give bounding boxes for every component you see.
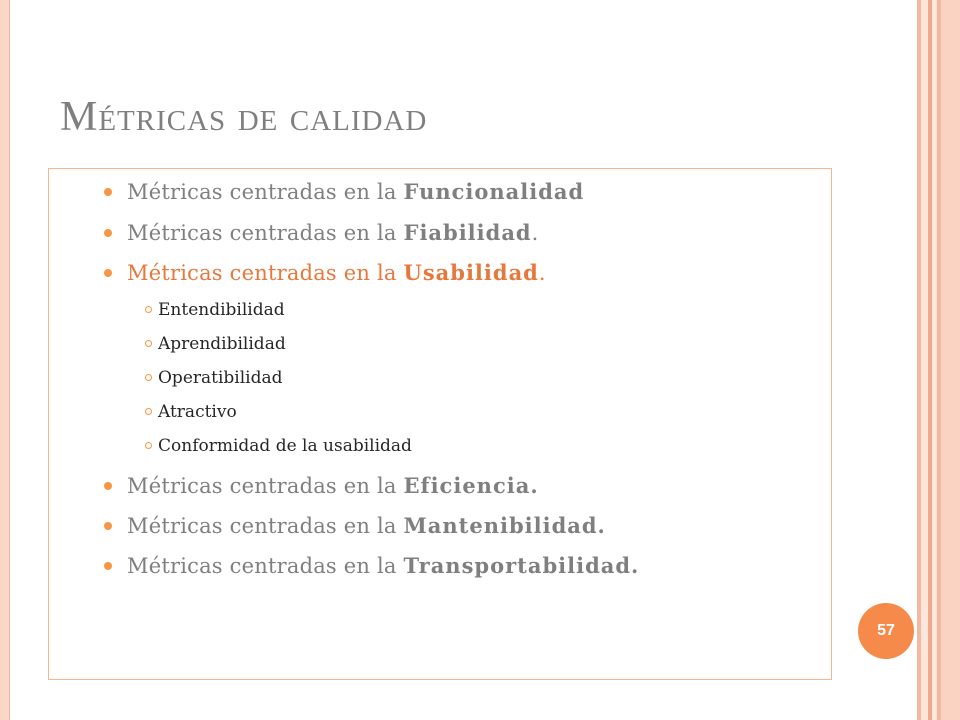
sub-item-label: Aprendibilidad	[158, 334, 286, 354]
bullet-prefix: Métricas centradas en la	[127, 554, 404, 578]
bullet-prefix: Métricas centradas en la	[127, 221, 404, 245]
bullet-item-mantenibilidad	[127, 513, 606, 538]
left-decorative-border	[0, 0, 10, 720]
bullet-dot-icon	[104, 482, 112, 490]
bullet-keyword: Fiabilidad	[403, 220, 532, 245]
ring-bullet-icon	[145, 374, 152, 381]
sub-item-aprendibilidad	[158, 334, 286, 354]
bullet-dot-icon	[104, 269, 112, 277]
bullet-prefix: Métricas centradas en la	[127, 180, 404, 204]
bullet-dot-icon	[104, 188, 112, 196]
bullet-dot-icon	[104, 229, 112, 237]
bullet-prefix: Métricas centradas en la	[127, 261, 404, 285]
sub-item-conformidad	[158, 436, 412, 456]
bullet-item-transportabilidad	[127, 553, 639, 578]
bullet-keyword: Transportabilidad.	[403, 553, 640, 578]
bullet-prefix: Métricas centradas en la	[127, 514, 404, 538]
bullet-keyword: Funcionalidad	[403, 179, 585, 204]
sub-item-label: Operatibilidad	[158, 368, 283, 388]
page-number-badge: 57	[858, 603, 914, 659]
content-box	[48, 168, 832, 680]
bullet-item-usabilidad	[127, 260, 546, 285]
sub-item-atractivo	[158, 402, 237, 422]
ring-bullet-icon	[145, 306, 152, 313]
sub-item-operatibilidad	[158, 368, 283, 388]
ring-bullet-icon	[145, 340, 152, 347]
slide-title: Métricas de calidad	[60, 94, 428, 140]
bullet-suffix: .	[538, 261, 546, 285]
bullet-prefix: Métricas centradas en la	[127, 474, 404, 498]
bullet-item-funcionalidad	[127, 179, 584, 204]
sub-item-label: Conformidad de la usabilidad	[158, 436, 412, 456]
bullet-dot-icon	[104, 562, 112, 570]
bullet-item-fiabilidad	[127, 220, 539, 245]
bullet-keyword: Mantenibilidad.	[403, 513, 606, 538]
sub-item-label: Atractivo	[158, 402, 237, 422]
sub-item-label: Entendibilidad	[158, 300, 285, 320]
bullet-suffix: .	[531, 221, 539, 245]
bullet-item-eficiencia	[127, 473, 539, 498]
ring-bullet-icon	[145, 408, 152, 415]
bullet-keyword: Usabilidad	[403, 260, 539, 285]
bullet-keyword: Eficiencia.	[403, 473, 539, 498]
bullet-dot-icon	[104, 522, 112, 530]
ring-bullet-icon	[145, 442, 152, 449]
right-decorative-stripes	[915, 0, 960, 720]
sub-item-entendibilidad	[158, 300, 285, 320]
